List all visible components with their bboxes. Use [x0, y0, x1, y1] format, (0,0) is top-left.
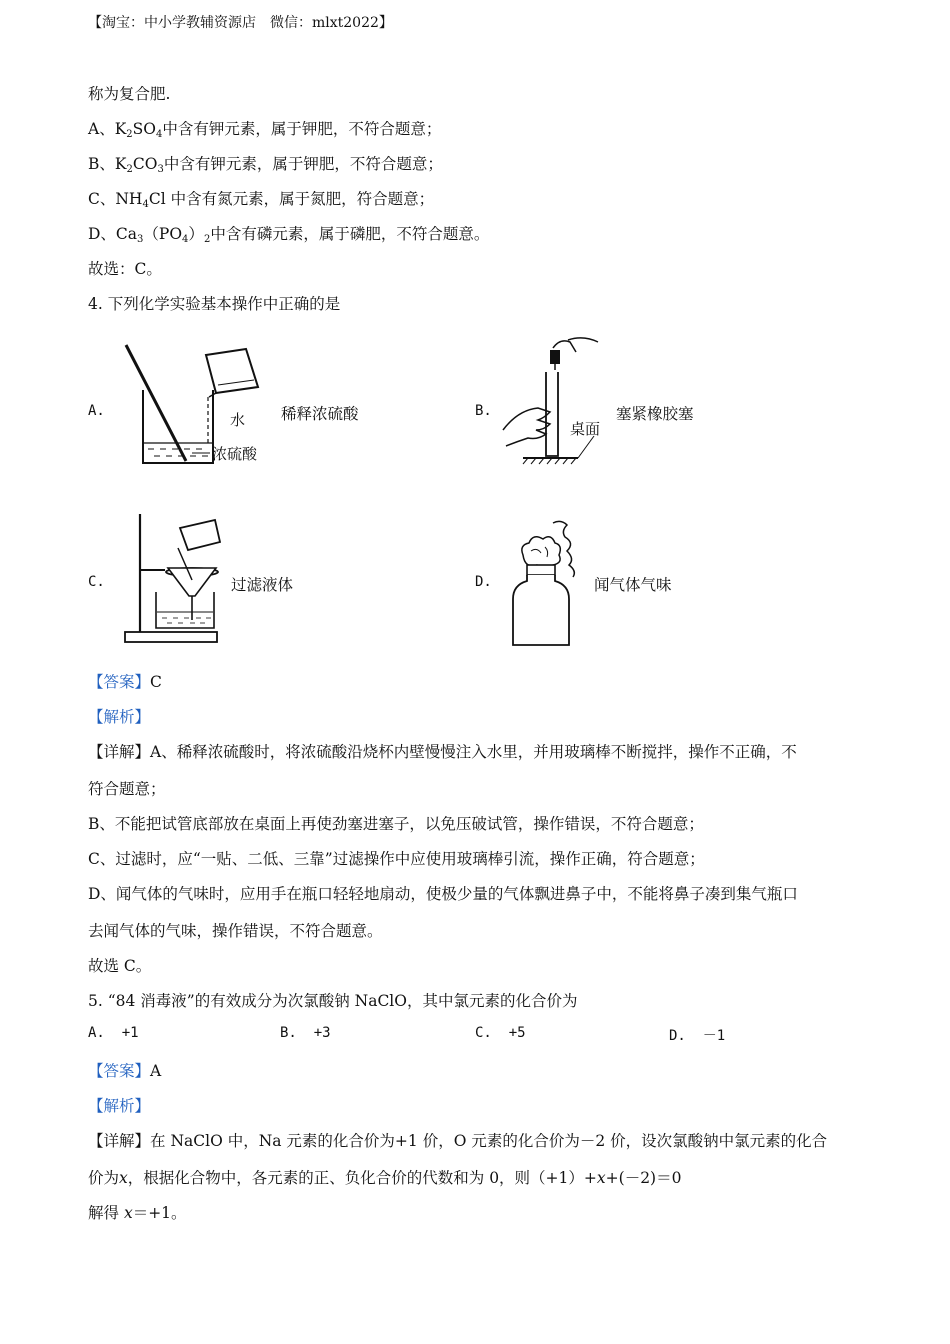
- q4-detail-line-4: C、过滤时，应“一贴、二低、三靠”过滤操作中应使用玻璃棒引流，操作正确，符合题意；: [88, 850, 705, 868]
- q4-stem: 4. 下列化学实验基本操作中正确的是: [88, 295, 341, 313]
- smell-gas-figure: [505, 515, 590, 650]
- q5-option-d: D. －1: [669, 1028, 726, 1044]
- label-water: 水: [230, 411, 246, 429]
- q3-option-a: A、$K_2SO_4$中含有钾元素，属于钾肥，不符合题意；: [88, 120, 442, 140]
- q3-option-c: C、$NH_4Cl$ 中含有氮元素，属于氮肥，符合题意；: [88, 190, 435, 210]
- q4-detail-line-3: B、不能把试管底部放在桌面上再使劲塞进塞子，以免压破试管，操作错误，不符合题意；: [88, 815, 704, 833]
- q4-answer: 【答案】C: [88, 673, 162, 691]
- q4-detail-line-6: 去闻气体的气味，操作错误，不符合题意。: [88, 922, 383, 940]
- q5-answer: 【答案】A: [88, 1062, 162, 1080]
- answer-tag: 【答案】: [88, 1062, 151, 1080]
- q4-detail-line-5: D、闻气体的气味时，应用手在瓶口轻轻地扇动，使极少量的气体飘进鼻子中，不能将鼻子凑到集气瓶口: [88, 885, 798, 903]
- q4-option-b-letter: B.: [475, 403, 492, 419]
- detail-tag: 【详解】: [88, 743, 151, 761]
- answer-tag: 【答案】: [88, 673, 151, 691]
- dilute-acid-figure: [118, 335, 278, 470]
- q4-choice: 故选 C。: [88, 957, 152, 975]
- q4-option-c-letter: C.: [88, 574, 105, 590]
- q5-detail-line-1: 【详解】在 NaClO 中，Na 元素的化合价为+1 价，O 元素的化合价为－2 价，设次氯酸钠中氯元素的化合: [88, 1132, 828, 1150]
- q3-option-d: D、$Ca_3(PO_4)_2$中含有磷元素，属于磷肥，不符合题意。: [88, 225, 490, 245]
- q4-option-b-caption: 塞紧橡胶塞: [616, 405, 694, 423]
- q4-analysis-tag: 【解析】: [88, 708, 151, 726]
- q5-option-c: C. +5: [475, 1025, 526, 1041]
- filtration-figure: [120, 510, 225, 650]
- q3-intro: 称为复合肥.: [88, 85, 171, 103]
- q4-detail-line-1: 【详解】A、稀释浓硫酸时，将浓硫酸沿烧杯内壁慢慢注入水里，并用玻璃棒不断搅拌，操作不正确，不: [88, 743, 797, 761]
- stopper-figure: [498, 330, 613, 470]
- label-tabletop: 桌面: [570, 420, 601, 438]
- q4-detail-line-2: 符合题意；: [88, 780, 166, 798]
- q3-choice: 故选：C。: [88, 260, 162, 278]
- detail-tag: 【详解】: [88, 1132, 151, 1150]
- q5-option-b: B. +3: [280, 1025, 331, 1041]
- q4-option-c-caption: 过滤液体: [231, 576, 294, 594]
- page-header: 【淘宝：中小学教辅资源店 微信：mlxt2022】: [88, 15, 393, 31]
- q5-detail-line-2: 价为x，根据化合物中，各元素的正、负化合价的代数和为 0，则（+1）+x+(－2)＝0: [88, 1169, 682, 1187]
- q5-solution: 解得 x＝+1。: [88, 1204, 187, 1222]
- q4-option-a-caption: 稀释浓硫酸: [281, 405, 359, 423]
- label-conc-sulfuric-acid: 浓硫酸: [212, 445, 258, 463]
- q3-option-b: B、$K_2CO_3$中含有钾元素，属于钾肥，不符合题意；: [88, 155, 443, 175]
- q5-stem: 5. “84 消毒液”的有效成分为次氯酸钠 NaClO，其中氯元素的化合价为: [88, 992, 578, 1010]
- q4-option-a-letter: A.: [88, 403, 105, 419]
- q5-analysis-tag: 【解析】: [88, 1097, 151, 1115]
- q5-option-a: A. +1: [88, 1025, 139, 1041]
- q4-option-d-caption: 闻气体气味: [594, 576, 672, 594]
- q4-option-d-letter: D.: [475, 574, 492, 590]
